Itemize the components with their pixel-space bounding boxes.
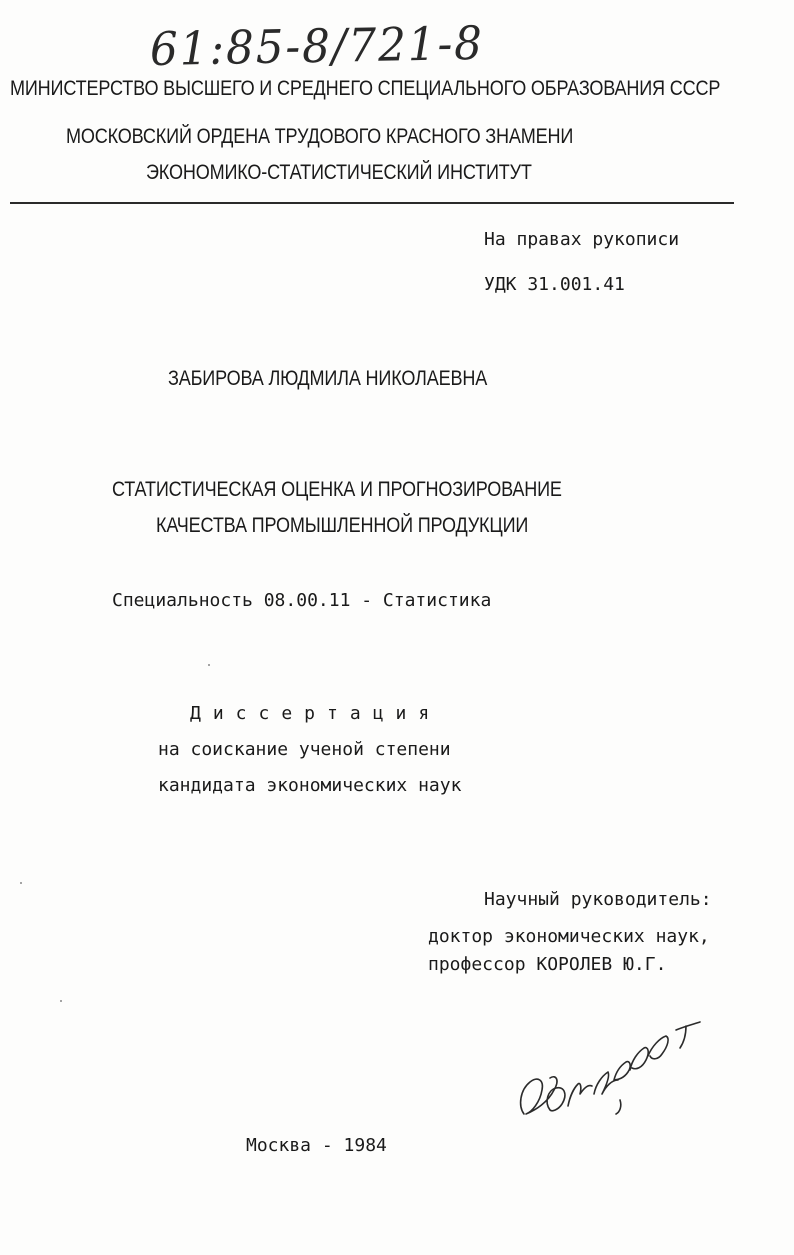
supervisor-name: профессор КОРОЛЕВ Ю.Г. <box>428 954 667 975</box>
place-and-year: Москва - 1984 <box>246 1135 387 1156</box>
archive-code-handwritten: 61:85-8/721-8 <box>149 15 485 76</box>
header-divider <box>10 202 734 204</box>
thesis-title-line2: КАЧЕСТВА ПРОМЫШЛЕННОЙ ПРОДУКЦИИ <box>156 514 529 537</box>
degree-line1: на соискание ученой степени <box>158 739 451 760</box>
institute-name-line2: ЭКОНОМИКО-СТАТИСТИЧЕСКИЙ ИНСТИТУТ <box>146 161 532 184</box>
institute-name-line1: МОСКОВСКИЙ ОРДЕНА ТРУДОВОГО КРАСНОГО ЗНАМЕНИ <box>66 125 574 148</box>
ministry-heading: МИНИСТЕРСТВО ВЫСШЕГО И СРЕДНЕГО СПЕЦИАЛЬНОГО ОБРАЗОВАНИЯ СССР <box>10 77 721 100</box>
paper-speck <box>208 664 210 666</box>
thesis-title-line1: СТАТИСТИЧЕСКАЯ ОЦЕНКА И ПРОГНОЗИРОВАНИЕ <box>112 478 562 501</box>
signature-text: Забирова <box>510 1010 515 1011</box>
paper-speck <box>60 1000 62 1002</box>
dissertation-heading: Диссертация <box>190 703 442 724</box>
author-name: ЗАБИРОВА ЛЮДМИЛА НИКОЛАЕВНА <box>168 367 488 390</box>
author-signature-icon <box>510 1010 710 1130</box>
specialty-line: Специальность 08.00.11 - Статистика <box>112 590 492 611</box>
supervisor-label: Научный руководитель: <box>484 889 712 910</box>
udc-code: УДК 31.001.41 <box>484 274 625 295</box>
supervisor-degree: доктор экономических наук, <box>428 926 710 947</box>
paper-speck <box>20 882 22 884</box>
degree-line2: кандидата экономических наук <box>158 775 462 796</box>
manuscript-rights-note: На правах рукописи <box>484 229 680 250</box>
